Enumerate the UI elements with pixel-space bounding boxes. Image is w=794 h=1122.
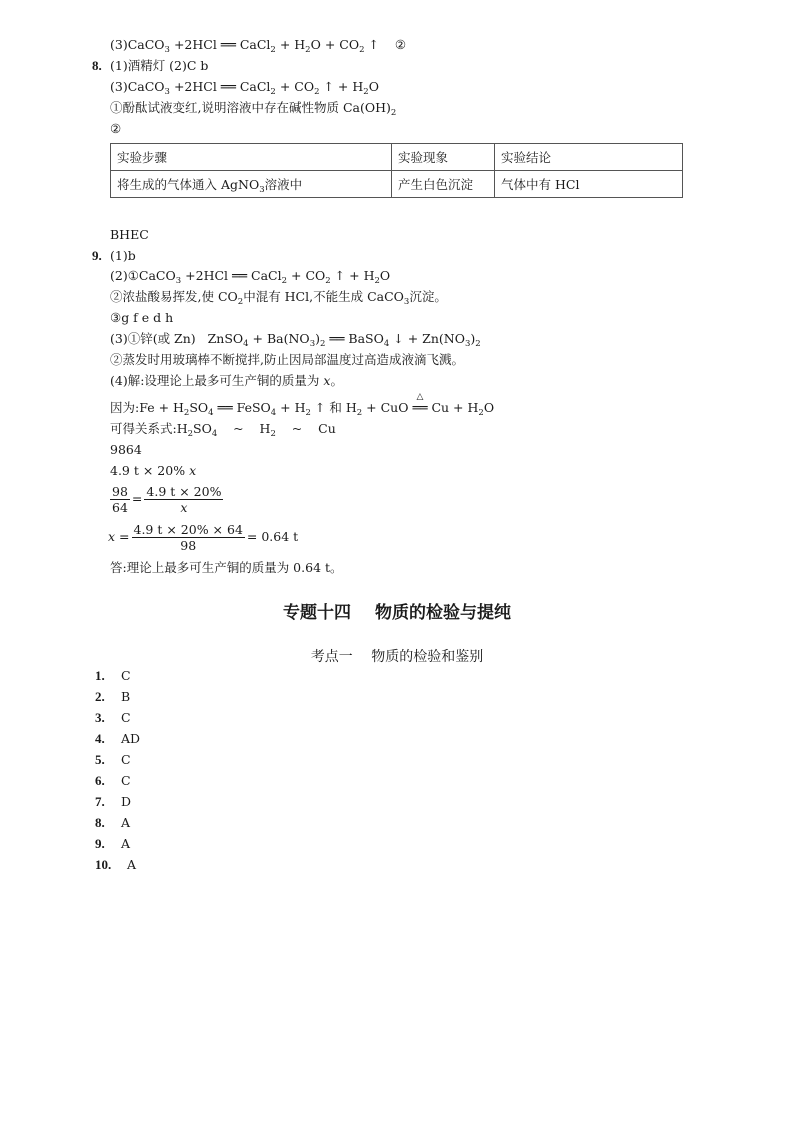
heat-condition-equals: △ ══	[412, 392, 428, 415]
q9-line6: ②蒸发时用玻璃棒不断搅拌,防止因局部温度过高造成液滴飞溅。	[110, 352, 464, 367]
q9-line7: (4)解:设理论上最多可生产铜的质量为 x。	[110, 373, 343, 388]
table-row	[111, 171, 683, 198]
list-item: 5. C	[95, 752, 131, 767]
list-item: 10. A	[95, 857, 137, 872]
q9-because: 因为:Fe + $H_2SO_4$ ══ FeSO$_4$ + $H_2$ ↑ 和 $H_2$ + CuO △ ══ $Cu + H_2O$	[110, 392, 495, 418]
q9-line3: ②浓盐酸易挥发,使 $CO_2$中混有 HCl,不能生成 CaCO$_3$沉淀。	[110, 289, 447, 307]
q9-nums: 9864	[110, 442, 142, 457]
q9-answer: 答:理论上最多可生产铜的质量为 0.64 t。	[110, 560, 343, 575]
subsection-title: 考点一 物质的检验和鉴别	[310, 649, 484, 665]
fraction-98-64: $\frac{98}{64}$	[112, 484, 128, 515]
list-item: 3. C	[95, 710, 131, 725]
q8-line1: (1)酒精灯 (2)C b	[110, 58, 209, 73]
list-item: 6. C	[95, 773, 131, 788]
table-header-cell: 实验结论	[495, 144, 683, 171]
fraction-solution: $\frac{4.9 t \times 20\% \times 64}{98}$	[133, 522, 243, 553]
list-item: 9. A	[95, 836, 131, 851]
q9-line5: (3)①锌(或 Zn) ZnSO$_4$ + $Ba(NO_3)_2$ ══ BaSO$_4$ ↓ + $Zn(NO_3)_2$	[110, 331, 481, 349]
q9-proportion: $\frac{98}{64}$ = $\frac{4.9 t \times 20\%}{x}$	[112, 484, 222, 515]
q7-line3: (3)CaCO$_3$ +2HCl ══ CaCl$_2$ + $H_2O + CO_2$ ↑ ②	[110, 37, 407, 55]
experiment-table	[110, 143, 683, 198]
table-header-cell: 实验步骤	[111, 144, 392, 171]
q8-number: 8.	[92, 58, 102, 73]
list-item: 4. AD	[95, 731, 141, 746]
table-cell: 气体中有 HCl	[495, 171, 683, 198]
table-cell: 将生成的气体通入 AgNO$_3$溶液中	[111, 171, 392, 198]
list-item: 7. D	[95, 794, 132, 809]
q9-line2: (2)①CaCO$_3$ +2HCl ══ CaCl$_2$ + $CO_2$ ↑ + $H_2O$	[110, 268, 391, 286]
q9-solve-x: x = $\frac{4.9 t \times 20\% \times 64}{98}$ = 0.64 t	[108, 522, 299, 553]
q8-line2: (3)CaCO$_3$ +2HCl ══ CaCl$_2$ + $CO_2$ ↑ + $H_2O$	[110, 79, 379, 97]
q9-number: 9.	[92, 248, 102, 263]
q8-extra: BHEC	[110, 227, 149, 242]
q8-line3: ①酚酞试液变红,说明溶液中存在碱性物质 $Ca(OH)_2$	[110, 100, 397, 118]
list-item: 8. A	[95, 815, 131, 830]
fraction-mass-x: $\frac{4.9 t \times 20\%}{x}$	[146, 484, 222, 515]
table-header-cell: 实验现象	[392, 144, 495, 171]
table-cell: 产生白色沉淀	[392, 171, 495, 198]
list-item: 1. C	[95, 668, 131, 683]
q9-line1: (1)b	[110, 248, 136, 263]
q9-given: 4.9 t × 20% x	[110, 463, 197, 478]
section-title: 专题十四 物质的检验与提纯	[283, 603, 511, 623]
q9-relation: 可得关系式$:H_2SO_4$ ~ $H_2$ ~ Cu	[110, 421, 336, 439]
list-item: 2. B	[95, 689, 131, 704]
table-header-row	[111, 144, 683, 171]
q8-line4: ②	[110, 121, 122, 136]
q9-line4: ③g f e d h	[110, 310, 174, 325]
